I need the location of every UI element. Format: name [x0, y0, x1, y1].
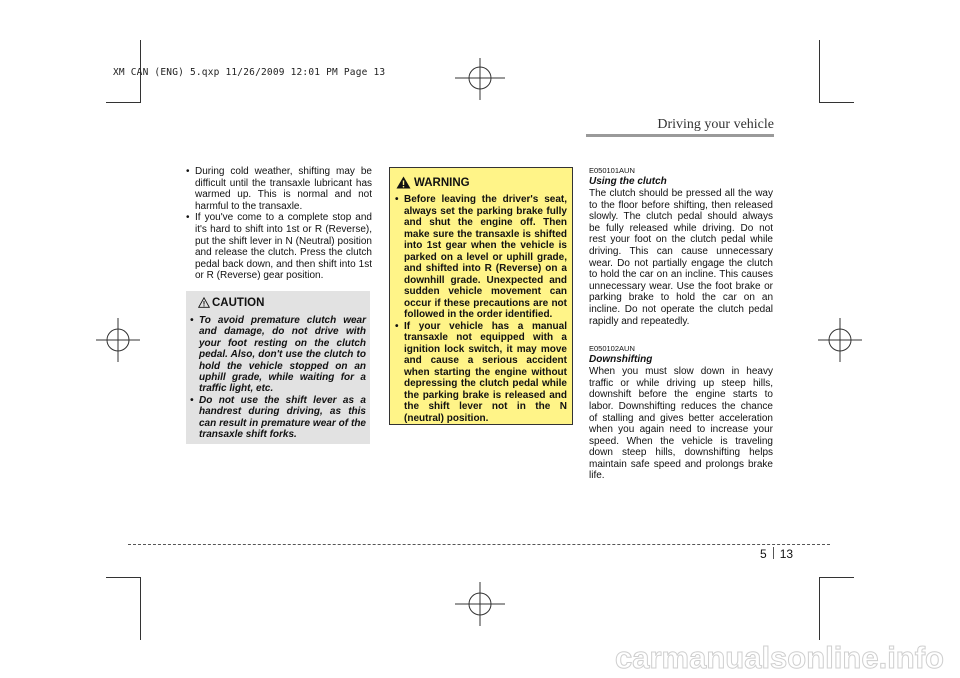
list-item: • Before leaving the driver's seat, always set the parking brake fully and shut the engine off. Then make sure the transaxle is shifted into 1st gear when the vehicle is parked on a level or uphill grade, and shifted into R (Reverse) on a downhill grade. Unexpected and sudden vehicle movement can occur if these precautions are not followed in the order identified. — [395, 194, 567, 321]
caution-box — [186, 291, 370, 444]
section-heading: Downshifting — [589, 354, 653, 366]
caution-title — [198, 297, 264, 309]
warning-box — [389, 167, 573, 425]
section-code: E050102AUN — [589, 344, 635, 354]
caution-title-text: CAUTION — [212, 297, 265, 309]
list-item: • To avoid premature clutch wear and damage, do not drive with your foot resting on the clutch pedal. Also, don't use the clutch to hold the vehicle stopped on an uphill grade, while waiting for a traffic light, etc. — [190, 315, 366, 395]
section-text: The clutch should be pressed all the way to the floor before shifting, then released slowly. The clutch pedal should always be fully released while driving. Do not rest your foot on the clutch pedal while driving. This can cause unnecessary wear. Do not partially engage the clutch to hold the car on an incline. This causes unnecessary wear. Use the foot brake or parking brake to hold the car on an incline. Do not operate the clutch pedal rapidly and repeatedly. — [589, 188, 773, 327]
right-column — [589, 166, 773, 482]
list-item: • During cold weather, shifting may be difficult until the transaxle lubricant has warmed up. This is normal and not harmful to the transaxle. — [186, 166, 372, 212]
left-column — [186, 166, 372, 282]
page-number — [760, 547, 793, 561]
header-rule — [586, 134, 774, 137]
watermark — [548, 632, 948, 676]
warning-title — [396, 176, 470, 189]
section-number: 5 — [760, 547, 767, 561]
warning-body — [395, 194, 567, 424]
warning-icon — [396, 176, 411, 189]
watermark-text: carmanualsonline.info — [614, 640, 944, 675]
page-number-value: 13 — [779, 547, 794, 561]
section-text: When you must slow down in heavy traffic or while driving up steep hills, downshift before the engine starts to labor. Downshifting reduces the chance of stalling and gives better acceleration when you again need to increase your speed. When the vehicle is traveling down steep hills, downshifting helps maintain safe speed and prolongs brake life. — [589, 366, 773, 482]
print-slug: XM CAN (ENG) 5.qxp 11/26/2009 12:01 PM Page 13 — [113, 67, 386, 78]
list-item: • If your vehicle has a manual transaxle not equipped with a ignition lock switch, it may move and cause a serious accident when starting the engine without depressing the clutch pedal while the parking brake is released and the shift lever not in the N (neutral) position. — [395, 321, 567, 425]
list-item: • If you've come to a complete stop and it's hard to shift into 1st or R (Reverse), put the shift lever in N (Neutral) position and release the clutch. Press the clutch pedal back down, and then shift into 1st or R (Reverse) gear position. — [186, 212, 372, 282]
page-header-title: Driving your vehicle — [657, 117, 774, 132]
warning-title-text: WARNING — [414, 177, 470, 189]
section-code: E050101AUN — [589, 166, 635, 175]
footer-rule — [128, 544, 830, 545]
section-heading: Using the clutch — [589, 176, 667, 187]
caution-icon — [198, 297, 210, 308]
list-item: • Do not use the shift lever as a handrest during driving, as this can result in premature wear of the transaxle shift forks. — [190, 395, 366, 441]
caution-body — [190, 315, 366, 440]
